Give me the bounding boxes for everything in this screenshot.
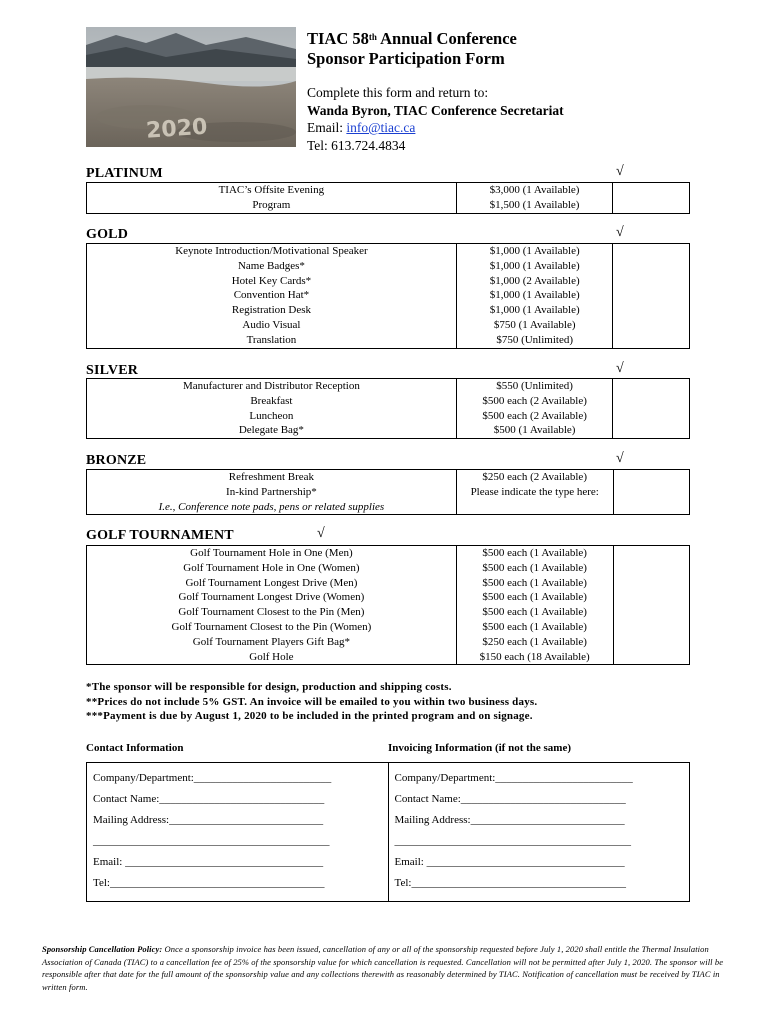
gold-item: Hotel Key Cards*: [231, 274, 312, 287]
platinum-item: Program: [252, 198, 291, 211]
golf-title: GOLF TOURNAMENT: [86, 528, 234, 543]
gold-price: $1,000 (1 Available): [489, 304, 580, 317]
golf-price: $500 each (1 Available): [482, 591, 587, 604]
gold-table: [86, 243, 690, 349]
notes: [86, 680, 537, 724]
bronze-check-mark: √: [616, 451, 624, 466]
silver-price: $550 (Unlimited): [496, 380, 573, 392]
note-gst: **Prices do not include 5% GST. An invoice will be emailed to you within two business days.: [86, 695, 538, 708]
silver-item: Manufacturer and Distributor Reception: [182, 380, 360, 392]
instruction-text: Complete this form and return to:: [307, 85, 489, 100]
gold-item: Translation: [246, 333, 297, 346]
gold-item: Convention Hat*: [233, 289, 310, 302]
photo-sand-text: 2020: [145, 114, 209, 144]
invoicing-name-field[interactable]: Contact Name:______________________________: [394, 793, 626, 805]
gold-item: Name Badges*: [237, 259, 305, 272]
golf-price: $500 each (1 Available): [482, 620, 587, 633]
silver-item: Delegate Bag*: [238, 424, 304, 437]
contact-info-title: Contact Information: [86, 742, 184, 754]
silver-prices: [456, 379, 613, 439]
title-suffix: Annual Conference: [376, 29, 517, 48]
silver-price: $500 each (2 Available): [482, 394, 587, 407]
gold-title: GOLD: [86, 227, 129, 242]
page-title: [307, 29, 517, 69]
platinum-items: [87, 183, 457, 214]
gold-check-mark: √: [616, 225, 624, 240]
invoicing-info-fields: [388, 763, 690, 902]
invoicing-address-field[interactable]: Mailing Address:____________________________: [394, 814, 625, 826]
gold-items: [87, 244, 457, 349]
golf-check-mark: √: [317, 526, 325, 541]
secretariat-name: Wanda Byron, TIAC Conference Secretariat: [307, 102, 564, 118]
cancellation-policy: [42, 943, 742, 993]
invoicing-address-line-2[interactable]: ___________________________________________: [394, 835, 631, 847]
return-info: [307, 84, 564, 154]
contact-tel-field[interactable]: Tel:_______________________________________: [93, 877, 325, 889]
title-line-2: Sponsor Participation Form: [307, 49, 505, 68]
bronze-item: Refreshment Break: [228, 471, 315, 483]
silver-item: Breakfast: [250, 394, 293, 407]
contact-company-field[interactable]: Company/Department:_________________________: [93, 772, 332, 784]
golf-table: [86, 545, 690, 665]
bronze-price: $250 each (2 Available): [482, 471, 587, 483]
golf-item: Golf Tournament Closest to the Pin (Women): [171, 620, 372, 633]
invoicing-tel-field[interactable]: Tel:_______________________________________: [394, 877, 626, 889]
contact-address-line-2[interactable]: ___________________________________________: [93, 835, 330, 847]
silver-item: Luncheon: [249, 409, 294, 422]
gold-item: Keynote Introduction/Motivational Speaker: [175, 245, 368, 257]
silver-price: $500 each (2 Available): [482, 409, 587, 422]
silver-check-mark: √: [616, 361, 624, 376]
tel-line: Tel: 613.724.4834: [307, 137, 406, 153]
silver-items: [87, 379, 457, 439]
title-superscript: th: [368, 32, 377, 42]
golf-price: $150 each (18 Available): [479, 650, 590, 663]
platinum-check-mark: √: [616, 164, 624, 179]
invoicing-info-title: Invoicing Information (if not the same): [388, 742, 572, 754]
gold-price: $1,000 (1 Available): [489, 289, 580, 302]
beach-photo-image: [86, 27, 296, 147]
platinum-table: [86, 182, 690, 214]
bronze-item: In-kind Partnership*: [226, 485, 317, 498]
gold-price: $1,000 (1 Available): [489, 245, 580, 257]
platinum-prices: [456, 183, 613, 214]
gold-price: $1,000 (2 Available): [489, 274, 580, 287]
contact-info-fields: [87, 763, 389, 902]
golf-price: $500 each (1 Available): [482, 561, 587, 574]
platinum-item: TIAC’s Offsite Evening: [218, 184, 325, 196]
contact-address-field[interactable]: Mailing Address:____________________________: [93, 814, 324, 826]
platinum-selection-box[interactable]: [613, 183, 690, 214]
contact-table: [86, 762, 690, 902]
note-design-costs: *The sponsor will be responsible for design, production and shipping costs.: [86, 681, 452, 693]
silver-selection-box[interactable]: [613, 379, 690, 439]
silver-price: $500 (1 Available): [493, 424, 576, 437]
gold-price: $750 (1 Available): [493, 318, 576, 331]
email-line: [307, 119, 564, 137]
gold-item: Audio Visual: [242, 318, 301, 331]
bronze-type-prompt[interactable]: Please indicate the type here:: [470, 485, 599, 498]
platinum-title: PLATINUM: [86, 166, 163, 181]
gold-prices: [456, 244, 613, 349]
bronze-item-note: I.e., Conference note pads, pens or related supplies: [158, 500, 385, 513]
gold-price: $750 (Unlimited): [496, 333, 573, 346]
silver-title: SILVER: [86, 363, 139, 378]
golf-selection-box[interactable]: [613, 546, 690, 665]
golf-item: Golf Hole: [249, 650, 294, 663]
gold-item: Registration Desk: [231, 304, 311, 317]
gold-selection-box[interactable]: [613, 244, 690, 349]
bronze-title: BRONZE: [86, 453, 147, 468]
contact-name-field[interactable]: Contact Name:______________________________: [93, 793, 325, 805]
golf-item: Golf Tournament Players Gift Bag*: [192, 635, 351, 648]
golf-item: Golf Tournament Longest Drive (Women): [178, 591, 365, 604]
platinum-price: $1,500 (1 Available): [489, 198, 580, 211]
golf-price: $500 each (1 Available): [482, 576, 587, 589]
bronze-items: [87, 470, 457, 515]
bronze-prices: [456, 470, 613, 515]
bronze-table: [86, 469, 690, 515]
golf-item: Golf Tournament Closest to the Pin (Men): [178, 606, 365, 619]
invoicing-company-field[interactable]: Company/Department:_________________________: [394, 772, 633, 784]
golf-prices: [456, 546, 613, 665]
note-payment-due: ***Payment is due by August 1, 2020 to be included in the printed program and on signage.: [86, 710, 533, 722]
golf-price: $500 each (1 Available): [482, 606, 587, 619]
policy-text: Once a sponsorship invoice has been issued, cancellation of any or all of the sponsorship requested before July 1, 2020 shall entitle the Thermal Insulation Association of Canada (TIAC) to a cancellation fee of 25% of the sponsorship value for which cancellation is requested. Cancellation will not be permitted after July 1, 2020. The sponsor will be responsible after that date for the full amount of the sponsorship value and any collections therewith as reasonably determined by TIAC. Notification of cancellation must be received by TIAC in written form.: [42, 944, 724, 992]
golf-price: $250 each (1 Available): [482, 635, 587, 648]
golf-items: [87, 546, 457, 665]
golf-item: Golf Tournament Hole in One (Women): [183, 561, 360, 574]
invoicing-email-field[interactable]: Email: ____________________________________: [394, 856, 625, 868]
golf-item: Golf Tournament Longest Drive (Men): [185, 576, 358, 589]
title-prefix: TIAC 58: [307, 29, 369, 48]
golf-price: $500 each (1 Available): [482, 547, 587, 559]
gold-price: $1,000 (1 Available): [489, 259, 580, 272]
bronze-selection-box[interactable]: [613, 470, 689, 515]
title-line-1: [307, 29, 517, 49]
policy-label: Sponsorship Cancellation Policy:: [42, 944, 163, 954]
silver-table: [86, 378, 690, 439]
email-label: Email:: [307, 120, 347, 135]
beach-photo: [86, 27, 296, 147]
golf-item: Golf Tournament Hole in One (Men): [190, 547, 353, 559]
platinum-price: $3,000 (1 Available): [489, 184, 580, 196]
contact-email-field[interactable]: Email: ____________________________________: [93, 856, 324, 868]
email-link[interactable]: info@tiac.ca: [346, 120, 416, 135]
